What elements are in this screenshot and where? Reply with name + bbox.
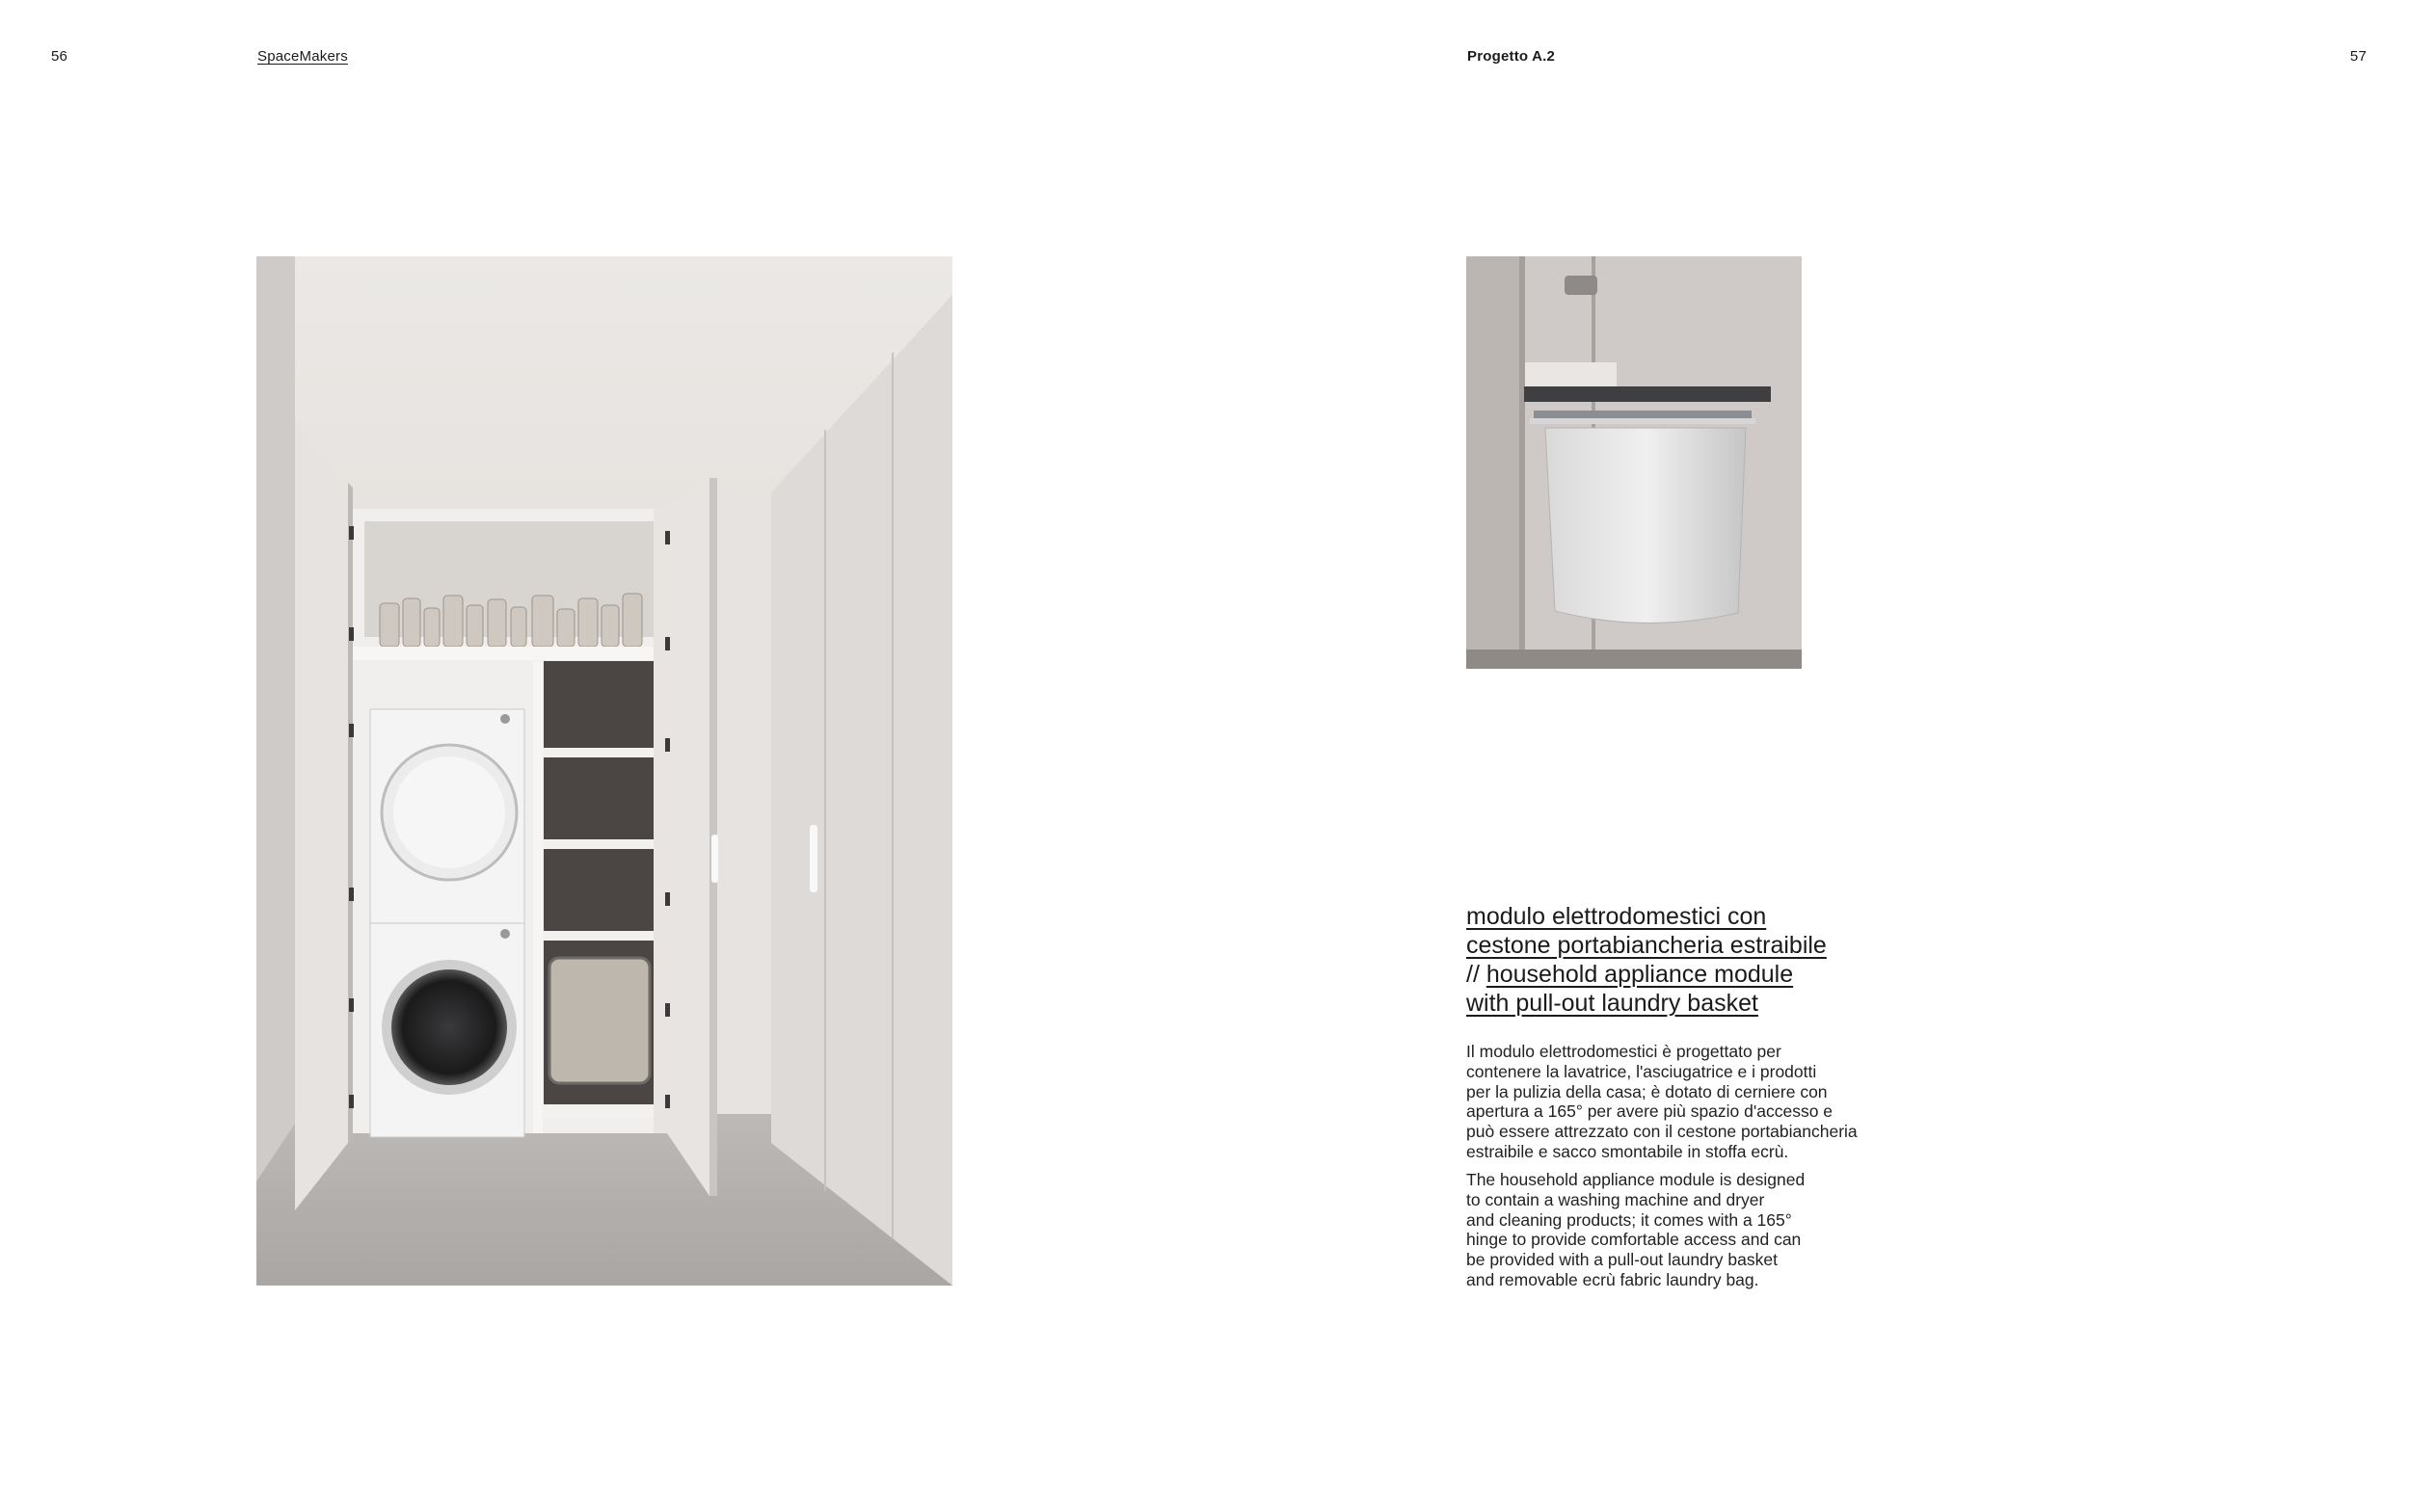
page-number-left: 56 <box>51 48 68 65</box>
section-title: Progetto A.2 <box>1467 48 1556 65</box>
laundry-closet-photo <box>256 256 952 1286</box>
body-line: apertura a 165° per avere più spazio d'accesso e <box>1466 1101 1834 1122</box>
headline-line-4: with pull-out laundry basket <box>1466 990 1758 1017</box>
brand-link[interactable]: SpaceMakers <box>257 48 348 65</box>
headline-separator: // <box>1466 961 1486 988</box>
body-line: to contain a washing machine and dryer <box>1466 1189 1765 1209</box>
headline-line-2: cestone portabiancheria estraibile <box>1466 932 1827 959</box>
pull-out-basket-photo <box>1466 256 1802 669</box>
body-line: hinge to provide comfortable access and can <box>1466 1230 1802 1250</box>
headline-line-1: modulo elettrodomestici con <box>1466 903 1767 930</box>
body-line: estraibile e sacco smontabile in stoffa ecrù. <box>1466 1141 1789 1161</box>
headline-line-3: household appliance module <box>1486 961 1794 988</box>
body-line: per la pulizia della casa; è dotato di cerniere con <box>1466 1081 1828 1101</box>
headline <box>1466 902 1948 1018</box>
body-line: The household appliance module is designed <box>1466 1170 1806 1189</box>
body-text-italian <box>1466 1042 1890 1162</box>
body-line: and cleaning products; it comes with a 165° <box>1466 1209 1792 1230</box>
body-line: Il modulo elettrodomestici è progettato per <box>1466 1042 1781 1061</box>
body-line: and removable ecrù fabric laundry bag. <box>1466 1269 1759 1289</box>
body-text-english <box>1466 1170 1890 1290</box>
page-number-right: 57 <box>2349 48 2367 65</box>
body-line: be provided with a pull-out laundry basket <box>1466 1250 1778 1270</box>
body-line: può essere attrezzato con il cestone portabiancheria <box>1466 1122 1858 1142</box>
body-line: contenere la lavatrice, l'asciugatrice e i prodotti <box>1466 1061 1817 1081</box>
